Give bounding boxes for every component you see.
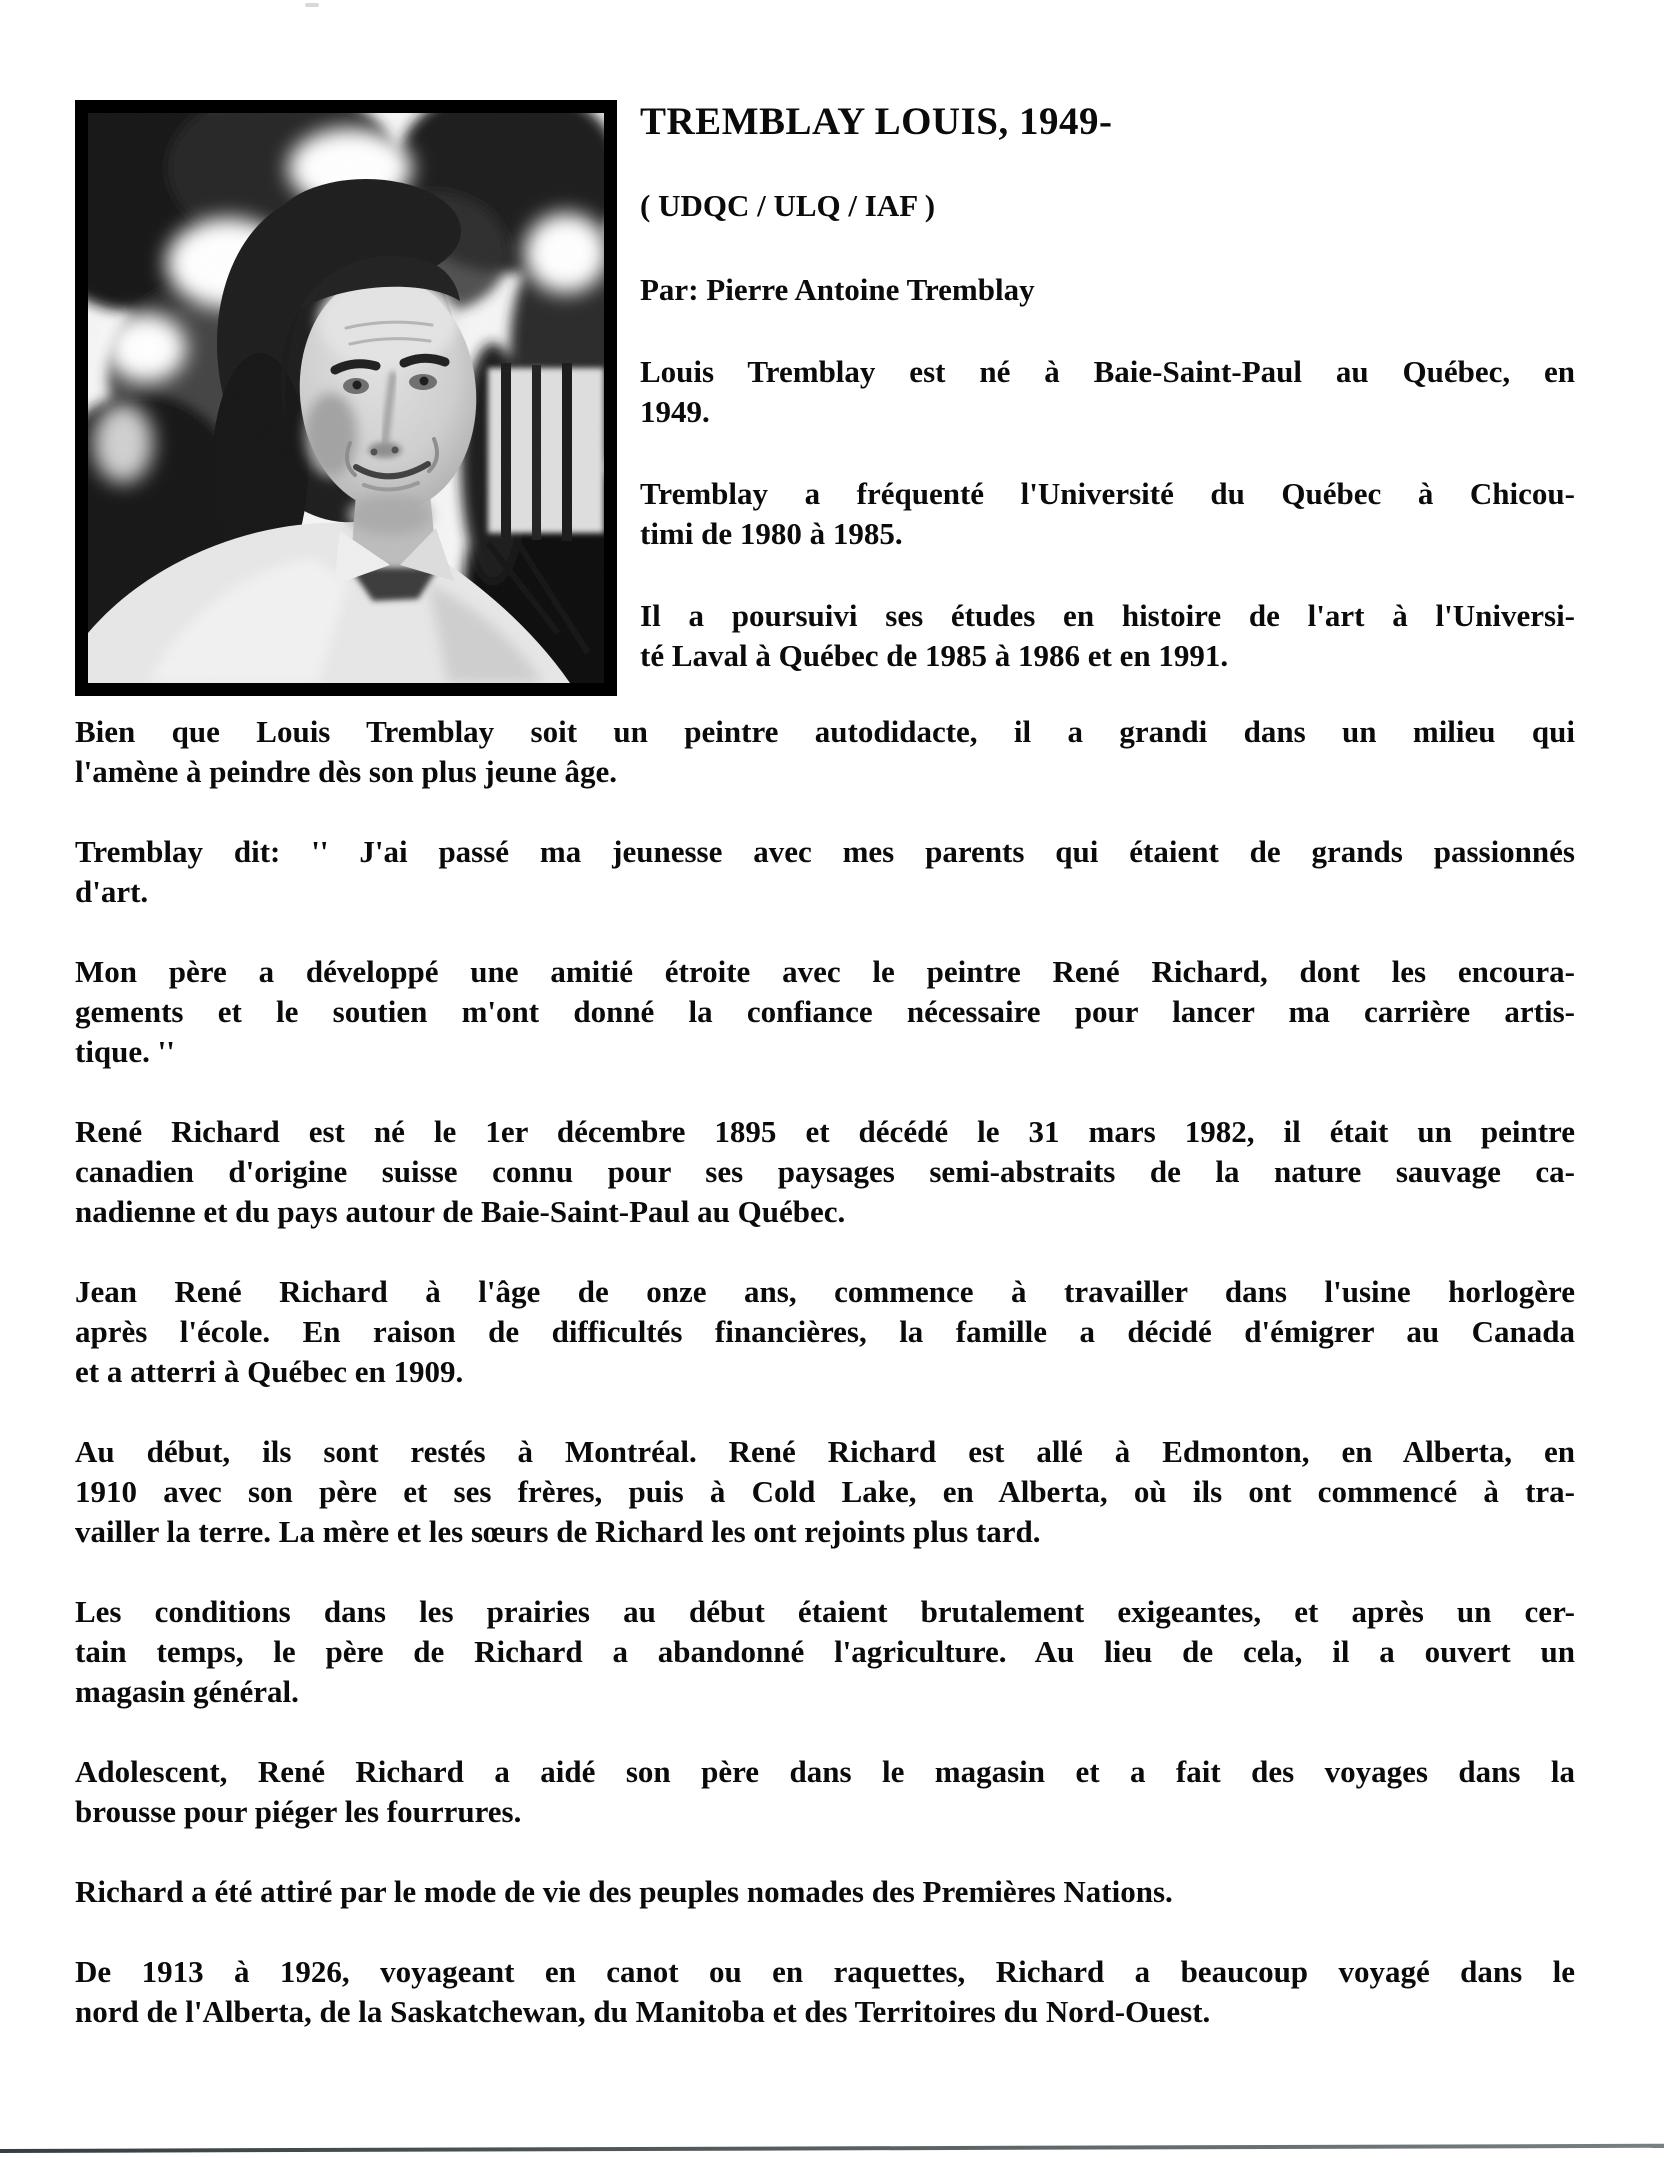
body-paragraph: Richard a été attiré par le mode de vie des peuples nomades des Premières Nations. [75,1874,1173,1909]
body-paragraph: Au début, ils sont restés à Montréal. René Richard est allé à Edmonton, en Alberta, en 1910 avec son père et ses frères, puis à Cold Lake, en Alberta, où ils ont commencé à tra- vailler la terre. La mère et les sœurs de Richard les ont rejoints plus tard. [75,1434,1575,1549]
scan-artifact-bottom-edge [0,2144,1664,2153]
intro-paragraph: Louis Tremblay est né à Baie-Saint-Paul au Québec, en 1949. [640,354,1575,429]
portrait-photo [88,113,604,683]
body-paragraph: Mon père a développé une amitié étroite avec le peintre René Richard, dont les encoura- gements et le soutien m'ont donné la confiance nécessaire pour lancer ma carrière artis- tique. '' [75,954,1575,1069]
header-column [640,100,1575,676]
intro-paragraph: Tremblay a fréquenté l'Université du Québec à Chicou- timi de 1980 à 1985. [640,476,1575,551]
scan-artifact-top-mark [305,3,319,7]
intro-paragraph: Il a poursuivi ses études en histoire de l'art à l'Universi- té Laval à Québec de 1985 à 1986 et en 1991. [640,598,1575,673]
body-paragraph: René Richard est né le 1er décembre 1895 et décédé le 31 mars 1982, il était un peintre canadien d'origine suisse connu pour ses paysages semi-abstraits de la nature sauvage ca- nadienne et du pays autour de Baie-Saint-Paul au Québec. [75,1114,1575,1229]
body-paragraph: Les conditions dans les prairies au début étaient brutalement exigeantes, et après un cer- tain temps, le père de Richard a abandonné l'agriculture. Au lieu de cela, il a ouvert un magasin général. [75,1594,1575,1709]
byline: Par: Pierre Antoine Tremblay [640,272,1035,307]
body-paragraph: Tremblay dit: '' J'ai passé ma jeunesse avec mes parents qui étaient de grands passionnés d'art. [75,834,1575,909]
body-paragraph: De 1913 à 1926, voyageant en canot ou en raquettes, Richard a beaucoup voyagé dans le nord de l'Alberta, de la Saskatchewan, du Manitoba et des Territoires du Nord-Ouest. [75,1954,1575,2029]
body-paragraph: Bien que Louis Tremblay soit un peintre autodidacte, il a grandi dans un milieu qui l'amène à peindre dès son plus jeune âge. [75,714,1575,789]
body-paragraph: Jean René Richard à l'âge de onze ans, commence à travailler dans l'usine horlogère après l'école. En raison de difficultés financières, la famille a décidé d'émigrer au Canada et a atterri à Québec en 1909. [75,1274,1575,1389]
body-text-column [75,712,1575,2072]
body-paragraph: Adolescent, René Richard a aidé son père dans le magasin et a fait des voyages dans la brousse pour piéger les fourrures. [75,1754,1575,1829]
portrait-photo-frame [75,100,617,696]
credentials-line: ( UDQC / ULQ / IAF ) [640,188,936,223]
page-title: TREMBLAY LOUIS, 1949- [640,100,1113,143]
